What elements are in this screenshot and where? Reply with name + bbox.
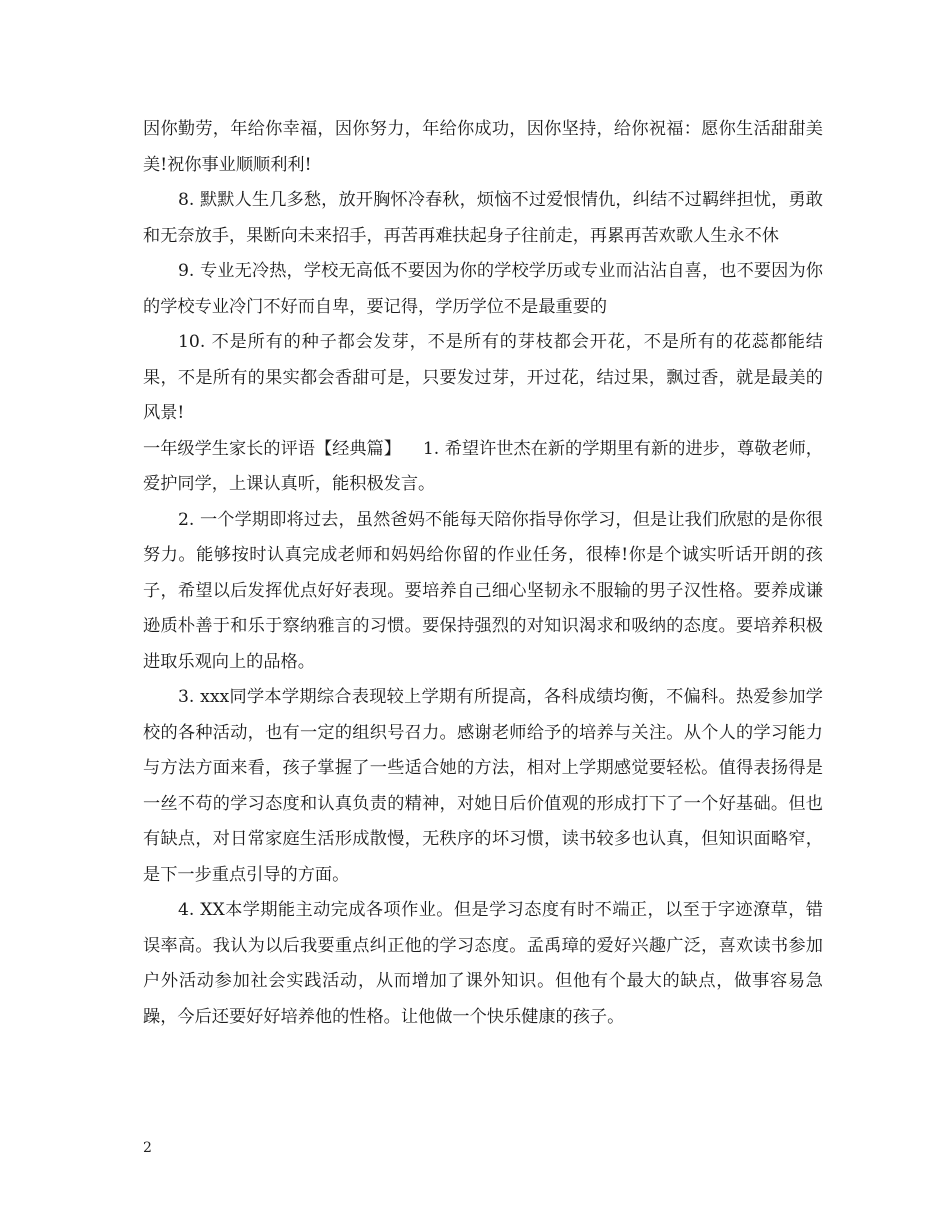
document-body: [143, 112, 823, 1035]
paragraph-continuation: 因你勤劳，年给你幸福，因你努力，年给你成功，因你坚持，给你祝福：愿你生活甜甜美美!祝你事业顺顺利利!: [143, 119, 823, 175]
paragraph-item-10: 10. 不是所有的种子都会发芽，不是所有的芽枝都会开花，不是所有的花蕊都能结果，不是所有的果实都会香甜可是，只要发过芽，开过花，结过果，飘过香，就是最美的风景!: [143, 332, 823, 423]
page-number: 2: [143, 1140, 152, 1156]
paragraph-item-3: 3. xxx同学本学期综合表现较上学期有所提高，各科成绩均衡，不偏科。热爱参加学校的各种活动，也有一定的组织号召力。感谢老师给予的培养与关注。从个人的学习能力与方法方面来看，孩子掌握了一些适合她的方法，相对上学期感觉要轻松。值得表扬得是一丝不苟的学习态度和认真负责的精神，对她日后价值观的形成打下了一个好基础。但也有缺点，对日常家庭生活形成散慢，无秩序的坏习惯，读书较多也认真，但知识面略窄，是下一步重点引导的方面。: [143, 687, 823, 885]
section-heading-paragraph: 一年级学生家长的评语【经典篇】 1. 希望许世杰在新的学期里有新的进步，尊敬老师，爱护同学，上课认真听，能积极发言。: [143, 438, 823, 494]
paragraph-item-2: 2. 一个学期即将过去，虽然爸妈不能每天陪你指导你学习，但是让我们欣慰的是你很努力。能够按时认真完成老师和妈妈给你留的作业任务，很棒!你是个诚实听话开朗的孩子，希望以后发挥优点好好表现。要培养自己细心坚韧永不服输的男子汉性格。要养成谦逊质朴善于和乐于察纳雅言的习惯。要保持强烈的对知识渴求和吸纳的态度。要培养积极进取乐观向上的品格。: [143, 509, 823, 672]
paragraph-item-4: 4. XX本学期能主动完成各项作业。但是学习态度有时不端正，以至于字迹潦草，错误率高。我认为以后我要重点纠正他的学习态度。孟禹璋的爱好兴趣广泛，喜欢读书参加户外活动参加社会实践活动，从而增加了课外知识。但他有个最大的缺点，做事容易急躁，今后还要好好培养他的性格。让他做一个快乐健康的孩子。: [143, 900, 823, 1027]
paragraph-item-9: 9. 专业无冷热，学校无高低不要因为你的学校学历或专业而沾沾自喜，也不要因为你的学校专业冷门不好而自卑，要记得，学历学位不是最重要的: [143, 261, 823, 317]
paragraph-item-8: 8. 默默人生几多愁，放开胸怀冷春秋，烦恼不过爱恨情仇，纠结不过羁绊担忧，勇敢和无奈放手，果断向未来招手，再苦再难扶起身子往前走，再累再苦欢歌人生永不休: [143, 190, 823, 246]
